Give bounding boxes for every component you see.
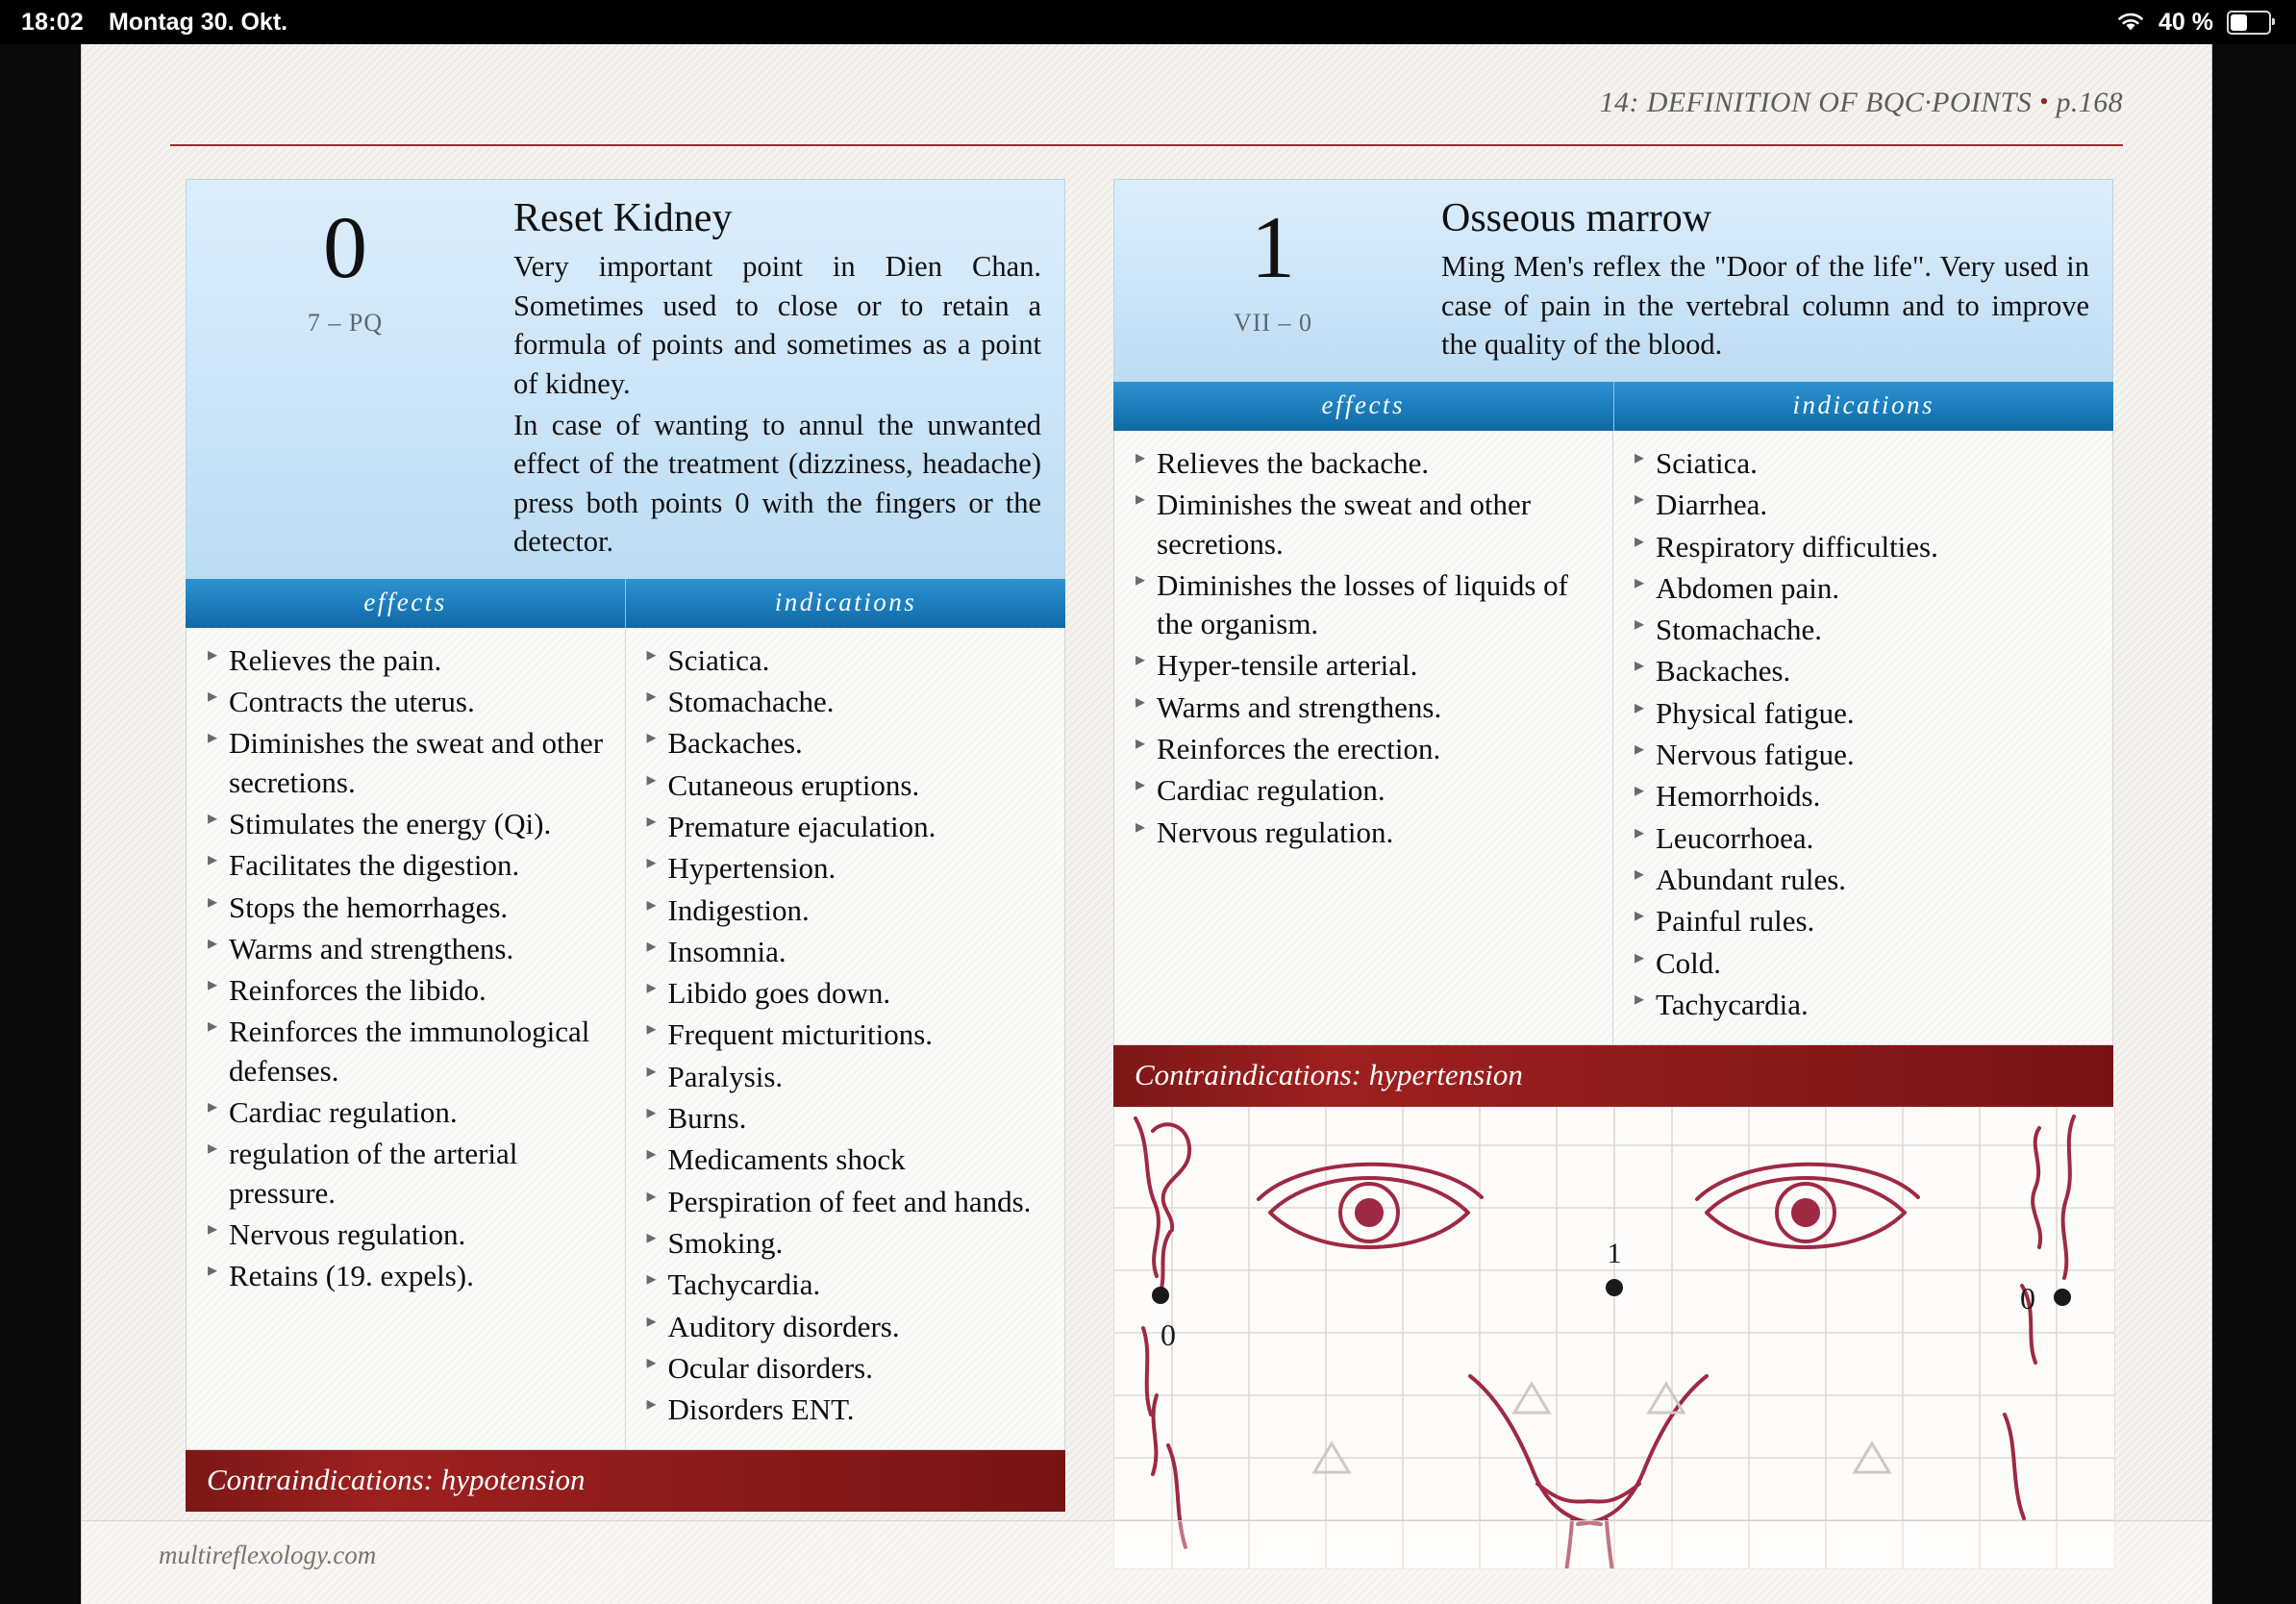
indications-list bbox=[1631, 444, 2095, 1024]
list-item: ▸ Sciatica. bbox=[1631, 444, 2095, 483]
column-header-effects: effects bbox=[1113, 382, 1614, 431]
reflex-point-1 bbox=[1606, 1279, 1623, 1296]
reflex-point-0-right bbox=[2054, 1289, 2071, 1306]
list-item: ▸ Frequent micturitions. bbox=[643, 1015, 1048, 1054]
footer-site-label: multireflexology.com bbox=[159, 1541, 377, 1569]
list-item: ▸ Abdomen pain. bbox=[1631, 569, 2095, 608]
point-description-box bbox=[1432, 180, 2112, 382]
list-item: ▸ Leucorrhoea. bbox=[1631, 819, 2095, 858]
contraindications-banner: Contraindications: hypotension bbox=[186, 1450, 1065, 1512]
column-header-indications: indications bbox=[774, 587, 917, 616]
list-item: ▸ Auditory disorders. bbox=[643, 1308, 1048, 1346]
list-item: ▸ Sciatica. bbox=[643, 641, 1048, 680]
point-number-box bbox=[187, 180, 504, 579]
list-item: ▸ Stimulates the energy (Qi). bbox=[204, 805, 608, 843]
list-item: ▸ Warms and strengthens. bbox=[1132, 689, 1595, 727]
page-header-title: 14: DEFINITION OF BQC·POINTS bbox=[1599, 87, 2033, 118]
table-column-headers bbox=[186, 579, 1065, 628]
list-item: ▸ Hyper-tensile arterial. bbox=[1132, 646, 1595, 685]
list-item: ▸ Stomachache. bbox=[643, 683, 1048, 721]
document-page bbox=[82, 44, 2211, 1604]
wifi-icon bbox=[2116, 12, 2145, 33]
point-number-box bbox=[1114, 180, 1432, 382]
list-item: ▸ Burns. bbox=[643, 1099, 1048, 1138]
table-body bbox=[186, 628, 1065, 1451]
list-item: ▸ regulation of the arterial pressure. bbox=[204, 1135, 608, 1213]
reflex-point-0-left bbox=[1152, 1287, 1169, 1304]
status-bar bbox=[0, 0, 2296, 44]
list-item: ▸ Medicaments shock bbox=[643, 1140, 1048, 1179]
column-header-indications: indications bbox=[1792, 389, 1934, 419]
list-item: ▸ Cardiac regulation. bbox=[204, 1093, 608, 1132]
point-description-paragraph: Very important point in Dien Chan. Sometimes used to close or to retain a formula of points and sometimes as a point of kidney. bbox=[513, 250, 1041, 400]
card-header bbox=[186, 179, 1065, 579]
document-viewport[interactable] bbox=[0, 44, 2296, 1604]
list-item: ▸ Tachycardia. bbox=[1631, 986, 2095, 1024]
point-code: VII – 0 bbox=[1233, 309, 1313, 337]
page-number-label: p.168 bbox=[2056, 87, 2123, 118]
list-item: ▸ Diminishes the sweat and other secretions. bbox=[204, 724, 608, 802]
indications-list bbox=[643, 641, 1048, 1430]
list-item: ▸ Insomnia. bbox=[643, 933, 1048, 971]
list-item: ▸ Paralysis. bbox=[643, 1058, 1048, 1096]
effects-cell bbox=[187, 628, 626, 1450]
point-card-0 bbox=[186, 179, 1065, 1569]
reflex-point-1-label: 1 bbox=[1607, 1238, 1622, 1270]
content-columns bbox=[186, 179, 2113, 1569]
list-item: ▸ Relieves the pain. bbox=[204, 641, 608, 680]
list-item: ▸ Backaches. bbox=[643, 724, 1048, 763]
point-number: 1 bbox=[1251, 198, 1295, 296]
column-header-effects: effects bbox=[186, 579, 626, 628]
point-description-box bbox=[504, 180, 1064, 579]
contraindications-banner: Contraindications: hypertension bbox=[1113, 1045, 2113, 1107]
list-item: ▸ Smoking. bbox=[643, 1224, 1048, 1263]
reflex-point-0-left-label: 0 bbox=[1160, 1317, 1176, 1353]
header-divider bbox=[170, 144, 2123, 146]
list-item: ▸ Diminishes the losses of liquids of the organism. bbox=[1132, 566, 1595, 644]
face-reflex-diagram bbox=[1113, 1107, 2115, 1569]
effects-list bbox=[1132, 444, 1595, 852]
list-item: ▸ Nervous regulation. bbox=[1132, 814, 1595, 852]
list-item: ▸ Hemorrhoids. bbox=[1631, 777, 2095, 815]
list-item: ▸ Nervous fatigue. bbox=[1631, 736, 2095, 774]
status-date: Montag 30. Okt. bbox=[108, 8, 288, 36]
page-header-bullet: • bbox=[2039, 88, 2049, 115]
list-item: ▸ Physical fatigue. bbox=[1631, 694, 2095, 733]
list-item: ▸ Diminishes the sweat and other secretions. bbox=[1132, 486, 1595, 564]
battery-percent-label: 40 % bbox=[2159, 8, 2213, 36]
reflex-point-0-right-label: 0 bbox=[2020, 1281, 2035, 1316]
list-item: ▸ Cardiac regulation. bbox=[1132, 771, 1595, 810]
list-item: ▸ Reinforces the immunological defenses. bbox=[204, 1013, 608, 1090]
list-item: ▸ Stomachache. bbox=[1631, 611, 2095, 649]
list-item: ▸ Backaches. bbox=[1631, 652, 2095, 690]
list-item: ▸ Premature ejaculation. bbox=[643, 808, 1048, 846]
page-footer bbox=[82, 1520, 2211, 1604]
list-item: ▸ Perspiration of feet and hands. bbox=[643, 1183, 1048, 1221]
point-description-paragraph: Ming Men's reflex the "Door of the life". Very used in case of pain in the vertebral column and to improve the quality of the blood. bbox=[1441, 250, 2089, 362]
status-clock: 18:02 bbox=[21, 8, 84, 36]
list-item: ▸ Stops the hemorrhages. bbox=[204, 889, 608, 927]
list-item: ▸ Cutaneous eruptions. bbox=[643, 766, 1048, 805]
list-item: ▸ Diarrhea. bbox=[1631, 486, 2095, 524]
list-item: ▸ Disorders ENT. bbox=[643, 1391, 1048, 1429]
point-title: Osseous marrow bbox=[1441, 196, 1712, 240]
list-item: ▸ Painful rules. bbox=[1631, 902, 2095, 940]
list-item: ▸ Facilitates the digestion. bbox=[204, 846, 608, 885]
battery-icon bbox=[2227, 11, 2271, 35]
effects-list bbox=[204, 641, 608, 1296]
list-item: ▸ Warms and strengthens. bbox=[204, 930, 608, 968]
list-item: ▸ Contracts the uterus. bbox=[204, 683, 608, 721]
table-column-headers bbox=[1113, 382, 2113, 431]
list-item: ▸ Cold. bbox=[1631, 944, 2095, 983]
list-item: ▸ Retains (19. expels). bbox=[204, 1257, 608, 1295]
list-item: ▸ Nervous regulation. bbox=[204, 1216, 608, 1254]
list-item: ▸ Reinforces the erection. bbox=[1132, 730, 1595, 768]
point-number: 0 bbox=[323, 198, 367, 296]
list-item: ▸ Reinforces the libido. bbox=[204, 971, 608, 1010]
effects-cell bbox=[1114, 431, 1613, 1044]
list-item: ▸ Respiratory difficulties. bbox=[1631, 528, 2095, 566]
list-item: ▸ Libido goes down. bbox=[643, 974, 1048, 1013]
indications-cell bbox=[1613, 431, 2112, 1044]
page-running-header bbox=[1600, 87, 2123, 119]
list-item: ▸ Indigestion. bbox=[643, 891, 1048, 930]
point-card-1 bbox=[1113, 179, 2113, 1569]
list-item: ▸ Abundant rules. bbox=[1631, 861, 2095, 899]
table-body bbox=[1113, 431, 2113, 1045]
list-item: ▸ Relieves the backache. bbox=[1132, 444, 1595, 483]
indications-cell bbox=[626, 628, 1065, 1450]
point-description-paragraph: In case of wanting to annul the unwanted effect of the treatment (dizziness, headache) press both points 0 with the fingers or the detector. bbox=[513, 408, 1041, 559]
list-item: ▸ Hypertension. bbox=[643, 849, 1048, 888]
point-code: 7 – PQ bbox=[307, 309, 384, 337]
list-item: ▸ Tachycardia. bbox=[643, 1266, 1048, 1304]
card-header bbox=[1113, 179, 2113, 382]
point-title: Reset Kidney bbox=[513, 196, 733, 240]
list-item: ▸ Ocular disorders. bbox=[643, 1349, 1048, 1388]
